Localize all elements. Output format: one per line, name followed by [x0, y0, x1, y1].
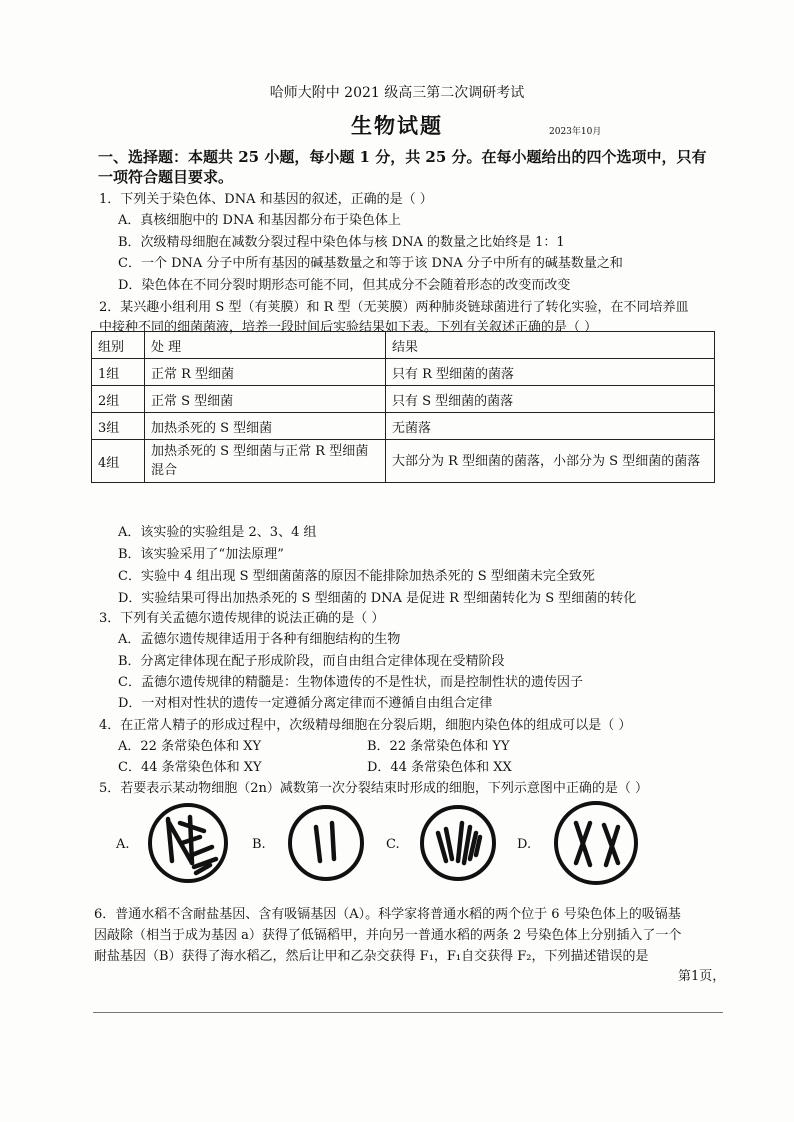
q3-option-b: B．分离定律体现在配子形成阶段，而自由组合定律体现在受精阶段 — [118, 654, 505, 669]
q1-option-b: B．次级精母细胞在减数分裂过程中染色体与核 DNA 的数量之比始终是 1：1 — [118, 235, 565, 250]
table-header-row — [92, 332, 715, 359]
table-cell: 3组 — [92, 413, 145, 440]
q4-stem: 4．在正常人精子的形成过程中，次级精母细胞在分裂后期，细胞内染色体的组成可以是（ ） — [99, 718, 632, 733]
q3-option-a: A．孟德尔遗传规律适用于各种有细胞结构的生物 — [118, 632, 401, 647]
cell-diagram-a — [146, 801, 230, 885]
table-cell: 只有 R 型细菌的菌落 — [386, 359, 715, 386]
table-header: 组别 — [92, 332, 145, 359]
q2-option-d: D．实验结果可得出加热杀死的 S 型细菌的 DNA 是促进 R 型细菌转化为 S 型细菌的转化 — [118, 591, 637, 606]
table-row — [92, 386, 715, 413]
table-row — [92, 440, 715, 483]
footer-divider — [93, 1012, 723, 1013]
table-cell: 正常 S 型细菌 — [145, 386, 386, 413]
table-row — [92, 359, 715, 386]
table-cell: 正常 R 型细菌 — [145, 359, 386, 386]
section-heading-line2: 一项符合题目要求。 — [98, 168, 234, 186]
table-header: 处 理 — [145, 332, 386, 359]
q5-option-d-label: D. — [517, 837, 532, 852]
exam-header: 哈师大附中 2021 级高三第二次调研考试 — [269, 85, 525, 101]
q5-option-b-label: B. — [252, 837, 266, 852]
experiment-results-table — [91, 331, 715, 483]
table-row — [92, 413, 715, 440]
table-cell: 加热杀死的 S 型细菌 — [145, 413, 386, 440]
table-cell: 无菌落 — [386, 413, 715, 440]
q3-option-d: D．一对相对性状的遗传一定遵循分离定律而不遵循自由组合定律 — [118, 696, 493, 711]
table-header: 结果 — [386, 332, 715, 359]
q6-stem-line3: 耐盐基因（B）获得了海水稻乙，然后让甲和乙杂交获得 F₁，F₁自交获得 F₂，下列描述错误的是 — [94, 949, 649, 964]
page-title: 生物试题 — [351, 113, 443, 138]
q1-option-d: D．染色体在不同分裂时期形态可能不同，但其成分不会随着形态的改变而改变 — [118, 278, 571, 293]
q4-option-d: D．44 条常染色体和 XX — [367, 760, 512, 775]
q5-option-c-label: C. — [386, 837, 400, 852]
table-cell: 1组 — [92, 359, 145, 386]
q4-option-a: A．22 条常染色体和 XY — [118, 739, 262, 754]
q6-stem-line1: 6．普通水稻不含耐盐基因、含有吸镉基因（A）。科学家将普通水稻的两个位于 6 号染色体上的吸镉基 — [94, 907, 681, 922]
page-number: 第1页， — [678, 969, 726, 984]
q3-stem: 3．下列有关孟德尔遗传规律的说法正确的是（ ） — [99, 611, 385, 626]
q2-stem-line2: 中接种不同的细菌菌液，培养一段时间后实验结果如下表。下列有关叙述正确的是（ ） — [99, 320, 598, 335]
q5-option-a-label: A. — [116, 837, 130, 852]
q5-stem: 5．若要表示某动物细胞（2n）减数第一次分裂结束时形成的细胞，下列示意图中正确的是（ ） — [99, 781, 649, 796]
cell-diagram-d — [552, 799, 640, 887]
q4-option-b: B．22 条常染色体和 YY — [367, 739, 510, 754]
table-cell: 2组 — [92, 386, 145, 413]
q4-option-c: C．44 条常染色体和 XY — [118, 760, 262, 775]
q6-stem-line2: 因敲除（相当于成为基因 a）获得了低镉稻甲，并向另一普通水稻的两条 2 号染色体上分别插入了一个 — [94, 928, 682, 943]
table-cell: 加热杀死的 S 型细菌与正常 R 型细菌混合 — [145, 440, 386, 483]
q2-option-b: B．该实验采用了“加法原理” — [118, 547, 284, 562]
q1-option-a: A．真核细胞中的 DNA 和基因都分布于染色体上 — [118, 213, 401, 228]
q1-stem: 1．下列关于染色体、DNA 和基因的叙述，正确的是（ ） — [99, 192, 433, 207]
section-heading-line1: 一、选择题：本题共 25 小题，每小题 1 分，共 25 分。在每小题给出的四个选项中，只有 — [98, 148, 707, 166]
q1-option-c: C．一个 DNA 分子中所有基因的碱基数量之和等于该 DNA 分子中所有的碱基数量之和 — [118, 256, 623, 271]
table-cell: 只有 S 型细菌的菌落 — [386, 386, 715, 413]
cell-diagram-b — [286, 803, 366, 883]
q2-stem-line1: 2．某兴趣小组利用 S 型（有荚膜）和 R 型（无荚膜）两种肺炎链球菌进行了转化实验，在不同培养皿 — [99, 300, 689, 315]
q2-option-a: A．该实验的实验组是 2、3、4 组 — [118, 525, 317, 540]
q2-option-c: C．实验中 4 组出现 S 型细菌菌落的原因不能排除加热杀死的 S 型细菌未完全致死 — [118, 569, 595, 584]
table-cell: 4组 — [92, 440, 145, 483]
table-cell: 大部分为 R 型细菌的菌落，小部分为 S 型细菌的菌落 — [386, 440, 715, 483]
q3-option-c: C．孟德尔遗传规律的精髓是：生物体遗传的不是性状，而是控制性状的遗传因子 — [118, 675, 583, 690]
cell-diagram-c — [418, 803, 498, 883]
exam-date: 2023年10月 — [549, 127, 602, 137]
